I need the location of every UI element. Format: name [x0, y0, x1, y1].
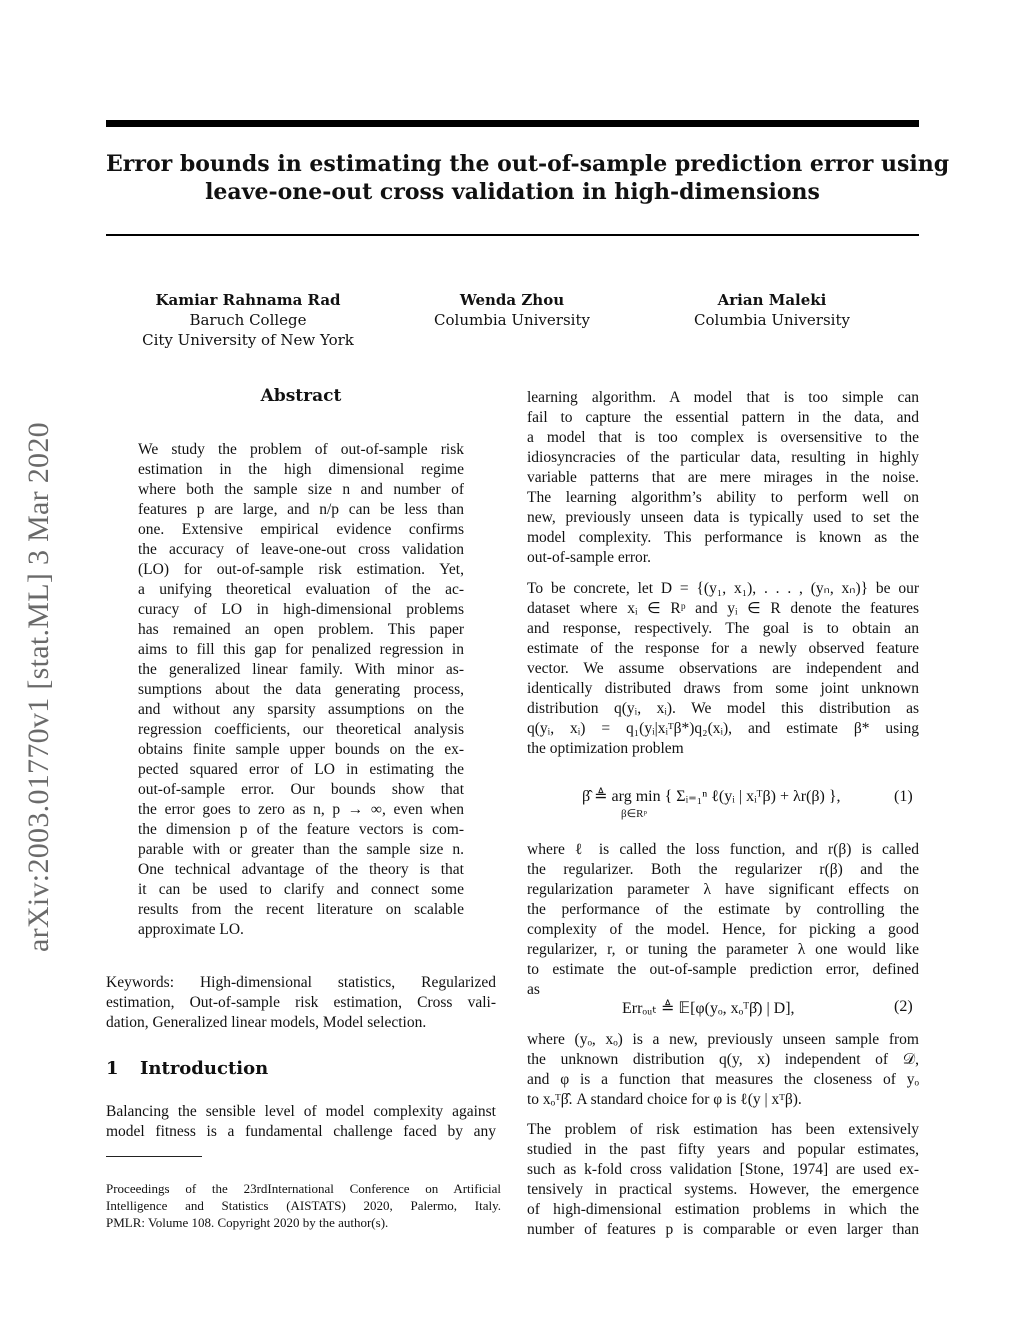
- abstract-line: and without any sparsity assumptions on the: [138, 701, 464, 718]
- abstract-line: a unifying theoretical evaluation of the ac-: [138, 581, 464, 598]
- paragraph-line: the regularizer. Both the regularizer r(β) and the: [527, 861, 919, 878]
- author-affiliation: City University of New York: [142, 331, 354, 349]
- equation-2-body: Errₒᵤₜ ≜ 𝔼[φ(yₒ, xₒᵀβ̂) | D],: [622, 1000, 795, 1017]
- keywords-line: dation, Generalized linear models, Model selection.: [106, 1014, 427, 1031]
- introduction-line: model fitness is a fundamental challenge faced by any: [106, 1123, 496, 1140]
- paragraph-line: the unknown distribution q(y, x) independent of 𝒟,: [527, 1051, 919, 1068]
- author-name: Arian Maleki: [717, 291, 827, 309]
- abstract-line: parable with or greater than the sample size n.: [138, 841, 464, 858]
- equation-1-subscript: β∈Rᵖ: [621, 808, 647, 820]
- paragraph-learning-algorithm: [527, 388, 919, 568]
- abstract-line: pected squared error of LO in estimating the: [138, 761, 464, 778]
- title-line-1: Error bounds in estimating the out-of-sample prediction error using: [106, 151, 950, 177]
- paragraph-line: identically distributed draws from some joint unknown: [527, 680, 919, 697]
- paragraph-line: distribution q(yᵢ, xᵢ). We model this distribution as: [527, 700, 919, 717]
- keywords-line: Keywords: High-dimensional statistics, Regularized: [106, 974, 496, 991]
- paragraph-line: vector. We assume observations are independent and: [527, 660, 919, 677]
- paragraph-line: and response, respectively. The goal is to obtain an: [527, 620, 919, 637]
- abstract-line: the error goes to zero as n, p → ∞, even when: [138, 801, 464, 818]
- abstract-line: We study the problem of out-of-sample risk: [138, 441, 464, 458]
- abstract-line: the generalized linear family. With minor as-: [138, 661, 464, 678]
- author-name: Wenda Zhou: [459, 291, 565, 309]
- paragraph-line: as: [527, 981, 540, 998]
- paragraph-line: out-of-sample error.: [527, 549, 651, 566]
- section-heading-introduction: [106, 1058, 268, 1079]
- paragraph-line: dataset where xᵢ ∈ Rᵖ and yᵢ ∈ R denote the features: [527, 600, 919, 617]
- paragraph-line: regularizer, r, or tuning the parameter λ one would like: [527, 941, 919, 958]
- paragraph-line: the optimization problem: [527, 740, 684, 757]
- paragraph-line: new, previously unseen data is typically used to set the: [527, 509, 919, 526]
- paragraph-line: complexity of the model. Hence, for picking a good: [527, 921, 919, 938]
- introduction-body: [106, 1102, 496, 1142]
- paragraph-line: idiosyncracies of the particular data, resulting in highly: [527, 449, 919, 466]
- title-top-rule: [106, 120, 919, 127]
- abstract-heading: Abstract: [260, 386, 342, 406]
- paragraph-line: such as k-fold cross validation [Stone, 1974] are used ex-: [527, 1161, 919, 1178]
- equation-1: [582, 786, 841, 806]
- abstract-line: obtains finite sample upper bounds on the ex-: [138, 741, 464, 758]
- introduction-line: Balancing the sensible level of model complexity against: [106, 1103, 496, 1120]
- title-bottom-rule: [106, 234, 919, 236]
- paragraph-line: where ℓ is called the loss function, and r(β) is called: [527, 841, 919, 858]
- section-number: 1: [106, 1058, 119, 1079]
- abstract-line: features p are large, and n/p can be less than: [138, 501, 464, 518]
- paragraph-line: estimate of the response for a newly observed feature: [527, 640, 919, 657]
- paragraph-line: regularization parameter λ have significant effects on: [527, 881, 919, 898]
- title-line-2: leave-one-out cross validation in high-dimensions: [205, 179, 820, 205]
- equation-2-number: (2): [894, 998, 913, 1015]
- footnote-line: Proceedings of the 23rdInternational Conference on Artificial: [106, 1181, 501, 1196]
- paragraph-line: The problem of risk estimation has been extensively: [527, 1121, 919, 1138]
- paragraph-line: number of features p is comparable or even larger than: [527, 1221, 919, 1238]
- abstract-line: (LO) for out-of-sample risk estimation. Yet,: [138, 561, 464, 578]
- paragraph-line: of high-dimensional estimation problems in which the: [527, 1201, 919, 1218]
- abstract-line: one. Extensive empirical evidence confirms: [138, 521, 464, 538]
- footnote: [106, 1180, 501, 1231]
- abstract-line: regression coefficients, our theoretical analysis: [138, 721, 464, 738]
- abstract-line: curacy of LO in high-dimensional problems: [138, 601, 464, 618]
- paragraph-line: to estimate the out-of-sample prediction error, defined: [527, 961, 919, 978]
- author-2: [402, 290, 622, 330]
- abstract-line: approximate LO.: [138, 921, 244, 938]
- paragraph-new-sample: [527, 1030, 919, 1110]
- author-affiliation: Columbia University: [694, 311, 850, 329]
- paragraph-line: tensively in practical systems. However, the emergence: [527, 1181, 919, 1198]
- abstract-line: where both the sample size n and number of: [138, 481, 464, 498]
- paragraph-risk-estimation: [527, 1120, 919, 1240]
- footnote-rule: [106, 1156, 202, 1157]
- abstract-line: has remained an open problem. This paper: [138, 621, 464, 638]
- arxiv-identifier: arXiv:2003.01770v1 [stat.ML] 3 Mar 2020: [22, 422, 55, 952]
- footnote-line: PMLR: Volume 108. Copyright 2020 by the author(s).: [106, 1215, 389, 1230]
- author-affiliation: Baruch College: [189, 311, 307, 329]
- paragraph-line: The learning algorithm’s ability to perform well on: [527, 489, 919, 506]
- paragraph-line: fail to capture the essential pattern in the data, and: [527, 409, 919, 426]
- abstract-line: aims to fill this gap for penalized regression in: [138, 641, 464, 658]
- paragraph-line: variable patterns that are mere mirages in the noise.: [527, 469, 919, 486]
- abstract-line: the accuracy of leave-one-out cross validation: [138, 541, 464, 558]
- equation-2: [622, 998, 795, 1018]
- abstract-line: One technical advantage of the theory is that: [138, 861, 464, 878]
- abstract-line: the dimension p of the feature vectors is com-: [138, 821, 464, 838]
- abstract-body: [138, 440, 464, 940]
- equation-1-body: β̂ ≜ arg min { Σᵢ₌₁ⁿ ℓ(yᵢ | xᵢᵀβ) + λr(β) },: [582, 788, 841, 805]
- author-affiliation: Columbia University: [434, 311, 590, 329]
- keywords: [106, 973, 496, 1033]
- abstract-line: it can be used to clarify and connect some: [138, 881, 464, 898]
- paragraph-line: where (yₒ, xₒ) is a new, previously unseen sample from: [527, 1031, 919, 1048]
- paragraph-line: model complexity. This performance is known as the: [527, 529, 919, 546]
- paragraph-line: To be concrete, let D = {(y₁, x₁), . . . , (yₙ, xₙ)} be our: [527, 580, 919, 597]
- paragraph-line: q(yᵢ, xᵢ) = q₁(yᵢ|xᵢᵀβ*)q₂(xᵢ), and estimate β* using: [527, 720, 919, 737]
- equation-1-number: (1): [894, 788, 913, 805]
- footnote-line: Intelligence and Statistics (AISTATS) 2020, Palermo, Italy.: [106, 1198, 501, 1213]
- keywords-line: estimation, Out-of-sample risk estimation, Cross vali-: [106, 994, 496, 1011]
- paragraph-loss-regularizer: [527, 840, 919, 1000]
- paragraph-line: the performance of the estimate by controlling the: [527, 901, 919, 918]
- section-title: Introduction: [140, 1058, 269, 1079]
- abstract-line: estimation in the high dimensional regime: [138, 461, 464, 478]
- paragraph-line: to xₒᵀβ̂. A standard choice for φ is ℓ(y | xᵀβ).: [527, 1091, 802, 1108]
- paragraph-line: learning algorithm. A model that is too simple can: [527, 389, 919, 406]
- paragraph-line: and φ is a function that measures the closeness of yₒ: [527, 1071, 919, 1088]
- abstract-line: out-of-sample error. Our bounds show that: [138, 781, 464, 798]
- author-name: Kamiar Rahnama Rad: [155, 291, 341, 309]
- paragraph-concrete-setup: [527, 579, 919, 759]
- paragraph-line: studied in the past fifty years and popular estimates,: [527, 1141, 919, 1158]
- author-3: [662, 290, 882, 330]
- abstract-line: results from the recent literature on scalable: [138, 901, 464, 918]
- author-1: [128, 290, 368, 350]
- abstract-line: sumptions about the data generating process,: [138, 681, 464, 698]
- paper-title: [106, 150, 950, 206]
- paragraph-line: a model that is too complex is oversensitive to the: [527, 429, 919, 446]
